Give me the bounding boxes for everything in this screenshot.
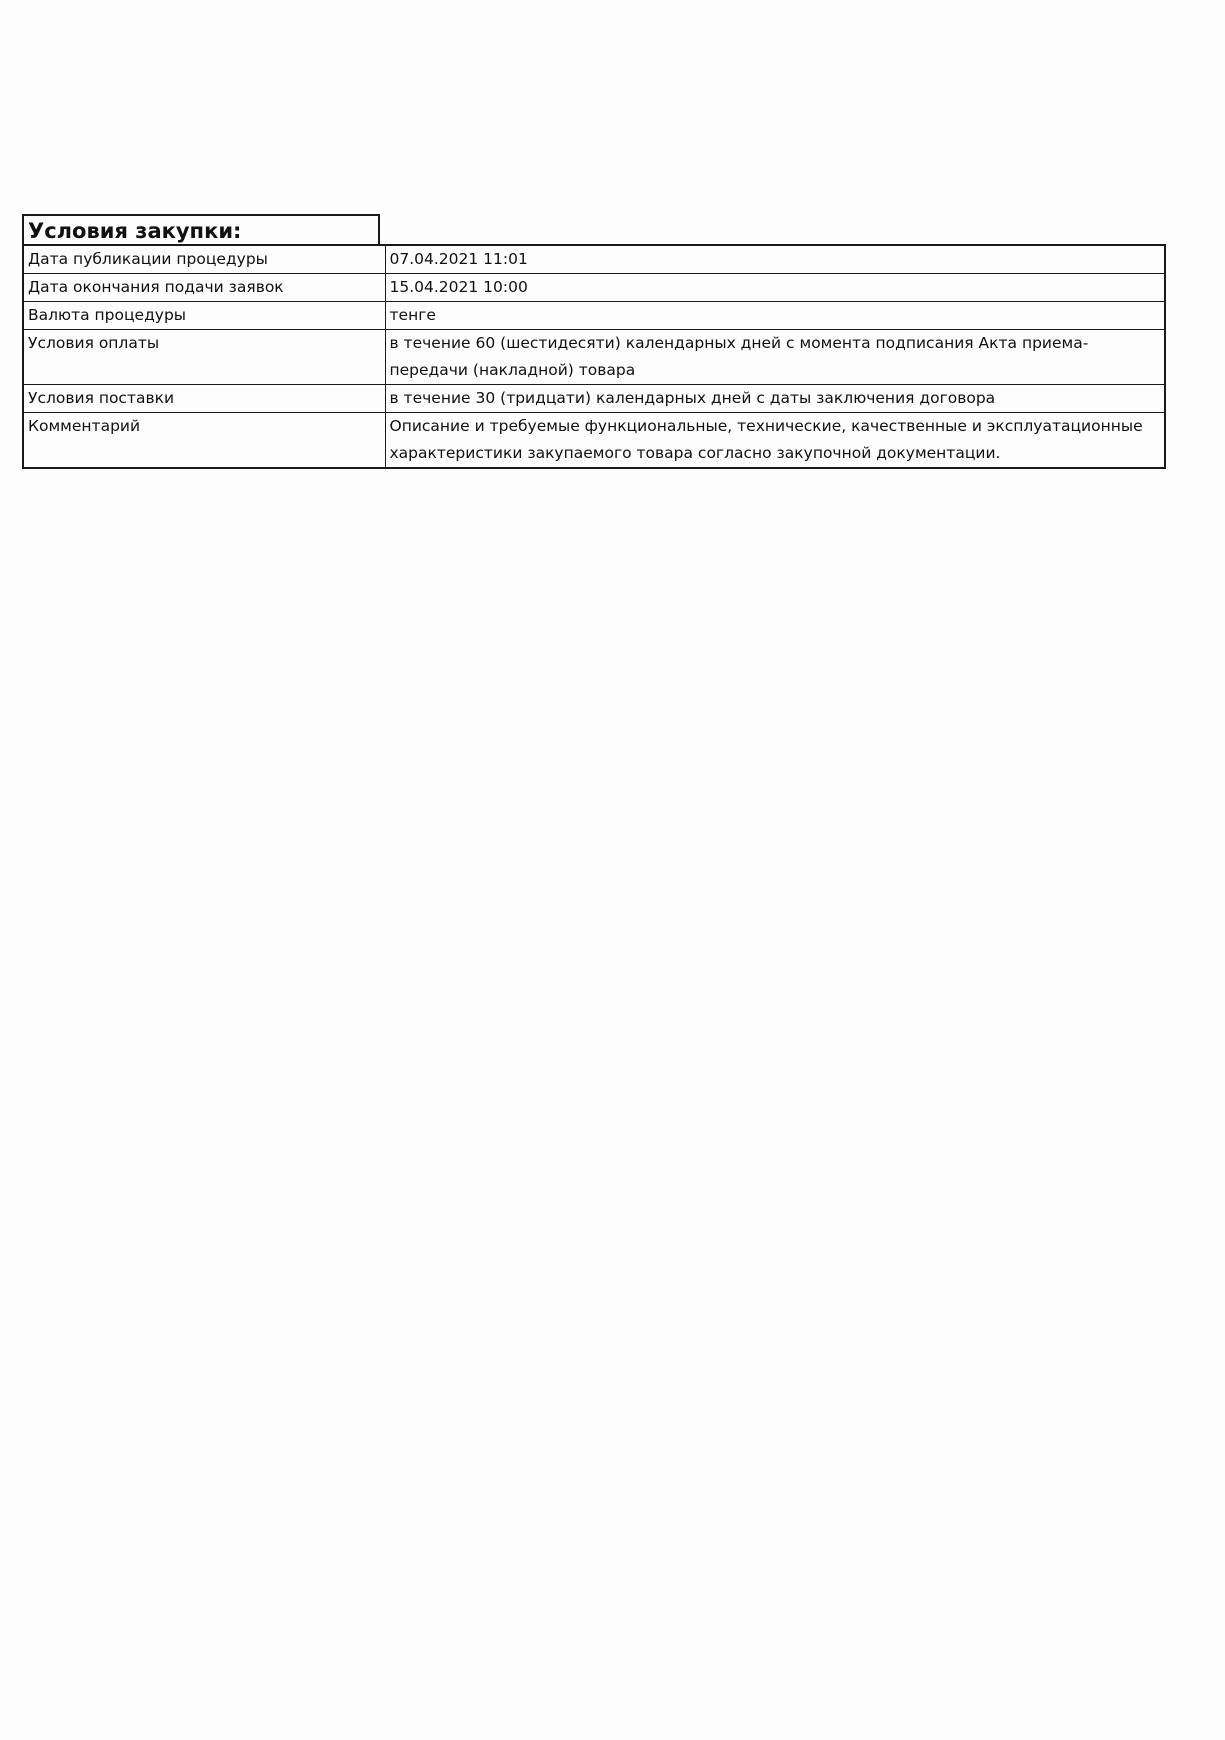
row-value: в течение 60 (шестидесяти) календарных дней с момента подписания Акта приема-передачи (накладной) товара — [385, 330, 1165, 385]
table-row-currency — [23, 302, 1165, 330]
table-row-payment-terms — [23, 330, 1165, 385]
table-row-comment — [23, 413, 1165, 469]
row-value: Описание и требуемые функциональные, технические, качественные и эксплуатационные характеристики закупаемого товара согласно закупочной документации. — [385, 413, 1165, 469]
row-value: 07.04.2021 11:01 — [385, 245, 1165, 274]
section-header-spacer — [380, 214, 1164, 244]
row-value: 15.04.2021 10:00 — [385, 274, 1165, 302]
row-label: Валюта процедуры — [23, 302, 385, 330]
procurement-terms-table — [22, 214, 1164, 469]
row-value: в течение 30 (тридцати) календарных дней с даты заключения договора — [385, 385, 1165, 413]
table-row-deadline — [23, 274, 1165, 302]
row-label: Условия поставки — [23, 385, 385, 413]
table-row-publication-date — [23, 245, 1165, 274]
row-value: тенге — [385, 302, 1165, 330]
section-title: Условия закупки: — [22, 214, 380, 244]
table-row-delivery-terms — [23, 385, 1165, 413]
row-label: Комментарий — [23, 413, 385, 469]
section-header-row — [22, 214, 1164, 244]
row-label: Условия оплаты — [23, 330, 385, 385]
row-label: Дата окончания подачи заявок — [23, 274, 385, 302]
row-label: Дата публикации процедуры — [23, 245, 385, 274]
terms-grid — [22, 244, 1166, 469]
